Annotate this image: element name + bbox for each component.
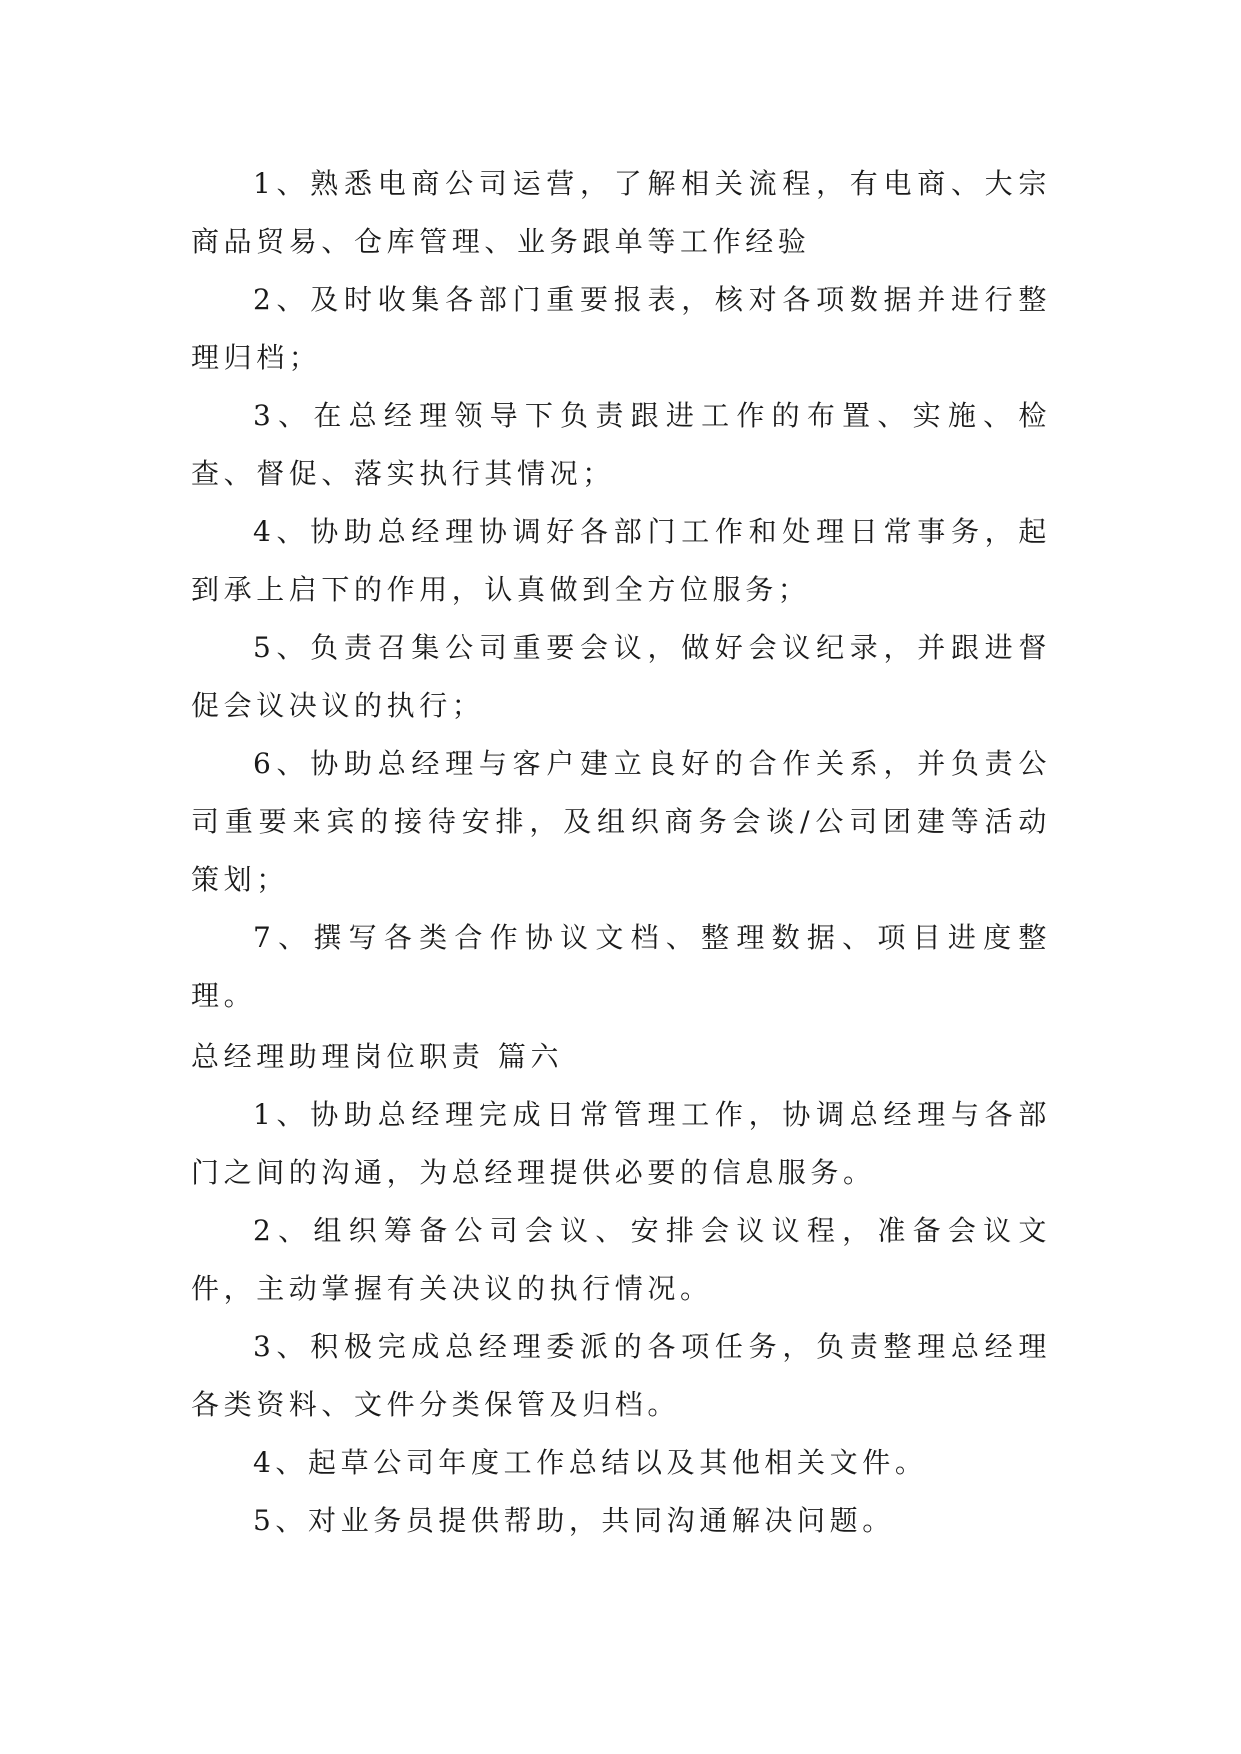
paragraph-a-7: 7、撰写各类合作协议文档、整理数据、项目进度整理。 — [191, 921, 1051, 1012]
paragraph-b-1: 1、协助总经理完成日常管理工作，协调总经理与各部门之间的沟通，为总经理提供必要的信息服务。 — [191, 1098, 1051, 1189]
paragraph-b-2: 2、组织筹备公司会议、安排会议议程，准备会议文件，主动掌握有关决议的执行情况。 — [191, 1214, 1051, 1305]
paragraph-a-2: 2、及时收集各部门重要报表，核对各项数据并进行整理归档； — [191, 283, 1051, 374]
paragraph-b-3: 3、积极完成总经理委派的各项任务，负责整理总经理各类资料、文件分类保管及归档。 — [191, 1330, 1051, 1421]
paragraph-a-6: 6、协助总经理与客户建立良好的合作关系，并负责公司重要来宾的接待安排，及组织商务会谈/公司团建等活动策划； — [191, 747, 1051, 896]
paragraph-b-5: 5、对业务员提供帮助，共同沟通解决问题。 — [253, 1504, 895, 1537]
paragraph-a-4: 4、协助总经理协调好各部门工作和处理日常事务，起到承上启下的作用，认真做到全方位服务； — [191, 515, 1051, 606]
paragraph-b-4: 4、起草公司年度工作总结以及其他相关文件。 — [253, 1446, 928, 1479]
paragraph-a-5: 5、负责召集公司重要会议，做好会议纪录，并跟进督促会议决议的执行； — [191, 631, 1051, 722]
paragraph-a-1: 1、熟悉电商公司运营，了解相关流程，有电商、大宗商品贸易、仓库管理、业务跟单等工作经验 — [191, 167, 1051, 258]
section-heading: 总经理助理岗位职责 篇六 — [191, 1040, 564, 1073]
paragraph-a-3: 3、在总经理领导下负责跟进工作的布置、实施、检查、督促、落实执行其情况； — [191, 399, 1051, 490]
